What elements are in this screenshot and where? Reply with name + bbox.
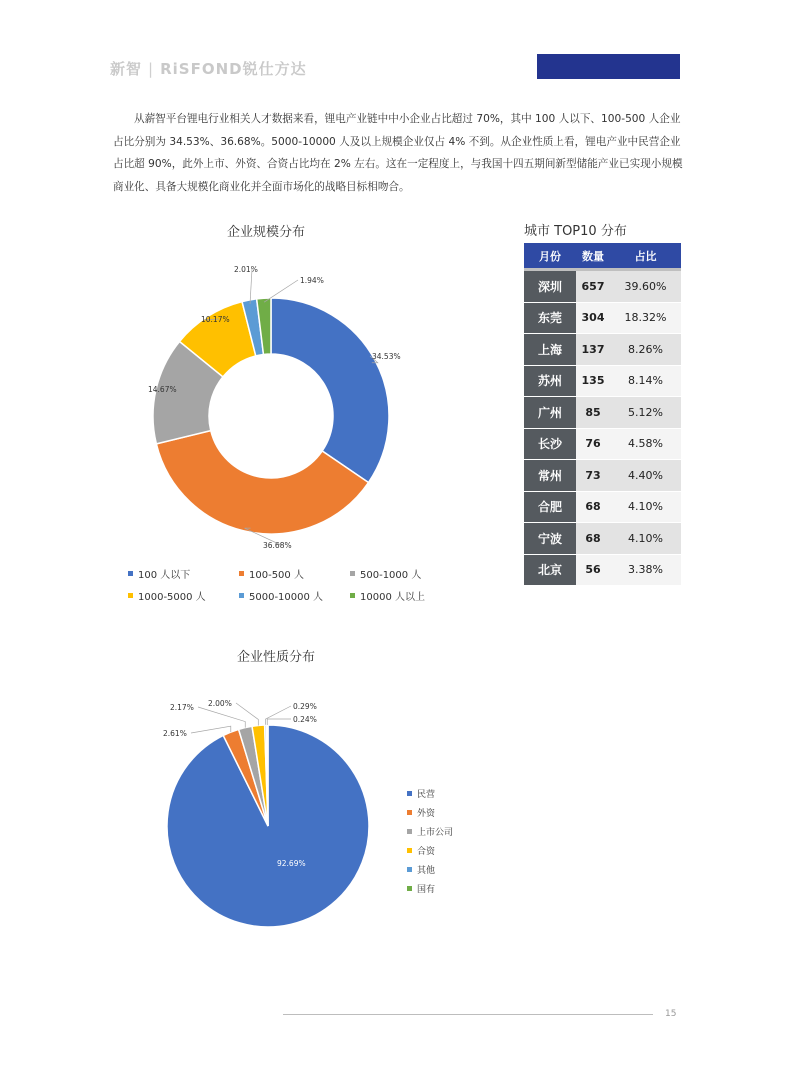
data-label: 10.17% [201, 315, 230, 324]
column-header: 月份 [524, 243, 576, 270]
legend-swatch [239, 593, 244, 598]
legend-item [128, 588, 206, 603]
table-row [524, 523, 681, 555]
legend-item [239, 588, 323, 603]
logo-xinzhi: 新智 [110, 60, 143, 78]
table-row [524, 397, 681, 429]
leader-line [198, 707, 245, 728]
legend-label: 其他 [417, 866, 436, 876]
count-cell: 68 [576, 491, 610, 523]
count-cell: 76 [576, 428, 610, 460]
legend-item [407, 822, 453, 841]
city-cell: 苏州 [524, 365, 576, 397]
header-color-bar [537, 54, 680, 79]
table-row [524, 302, 681, 334]
count-cell: 135 [576, 365, 610, 397]
legend-label: 100 人以下 [138, 570, 191, 581]
count-cell: 68 [576, 523, 610, 555]
legend-swatch [350, 593, 355, 598]
chart-title-city-top10: 城市 TOP10 分布 [524, 224, 627, 239]
legend-label: 5000-10000 人 [249, 592, 324, 603]
chart-title-company-type: 企业性质分布 [236, 650, 315, 665]
legend-label: 10000 人以上 [360, 592, 425, 603]
legend-item [407, 784, 453, 803]
count-cell: 304 [576, 302, 610, 334]
share-cell: 4.10% [610, 523, 681, 555]
legend-swatch [407, 829, 412, 834]
city-cell: 长沙 [524, 428, 576, 460]
legend-swatch [128, 593, 133, 598]
column-header: 占比 [610, 243, 681, 270]
logo-separator: | [148, 60, 155, 78]
donut-slice [271, 298, 389, 483]
city-cell: 北京 [524, 554, 576, 586]
table-row [524, 460, 681, 492]
legend-swatch [407, 886, 412, 891]
share-cell: 8.26% [610, 334, 681, 366]
share-cell: 4.58% [610, 428, 681, 460]
share-cell: 5.12% [610, 397, 681, 429]
city-cell: 常州 [524, 460, 576, 492]
city-cell: 深圳 [524, 270, 576, 303]
table-row [524, 491, 681, 523]
legend-item [407, 860, 453, 879]
table-row [524, 554, 681, 586]
company-type-legend [407, 784, 453, 898]
city-cell: 上海 [524, 334, 576, 366]
legend-label: 500-1000 人 [360, 570, 422, 581]
count-cell: 56 [576, 554, 610, 586]
legend-item [407, 841, 453, 860]
share-cell: 18.32% [610, 302, 681, 334]
legend-swatch [128, 571, 133, 576]
column-header: 数量 [576, 243, 610, 270]
data-label: 2.01% [234, 265, 258, 274]
legend-label: 合资 [417, 847, 436, 857]
count-cell: 85 [576, 397, 610, 429]
legend-label: 国有 [417, 885, 436, 895]
data-label: 0.29% [293, 702, 317, 711]
data-label: 34.53% [372, 352, 401, 361]
company-type-pie-chart [150, 690, 390, 940]
data-label: 0.24% [293, 715, 317, 724]
table-row [524, 270, 681, 303]
leader-line [267, 719, 291, 725]
legend-swatch [407, 810, 412, 815]
legend-item [407, 803, 453, 822]
data-label: 2.17% [170, 703, 194, 712]
legend-swatch [407, 867, 412, 872]
chart-title-company-size: 企业规模分布 [226, 225, 305, 240]
city-cell: 合肥 [524, 491, 576, 523]
leader-line [191, 726, 231, 733]
count-cell: 73 [576, 460, 610, 492]
legend-item [407, 879, 453, 898]
city-top10-table [524, 243, 681, 586]
legend-swatch [239, 571, 244, 576]
leader-line [236, 703, 258, 725]
legend-label: 上市公司 [417, 828, 454, 838]
table-header-row [524, 243, 681, 270]
brand-logo [110, 58, 307, 79]
share-cell: 3.38% [610, 554, 681, 586]
count-cell: 137 [576, 334, 610, 366]
body-paragraph: 从薪智平台锂电行业相关人才数据来看，锂电产业链中中小企业占比超过 70%，其中 100 人以下、100-500 人企业占比分别为 34.53%、36.68%。5000-10000 人及以上规模企业仅占 4% 不到。从企业性质上看，锂电产业中民营企业占比超 90%，此外上市、外资、合资占比均在 2% 左右。这在一定程度上，与我国十四五期间新型储能产业已实现小规模商业化、具备大规模化商业化并全面市场化的战略目标相吻合。 [113, 113, 683, 193]
legend-label: 1000-5000 人 [138, 592, 206, 603]
city-cell: 东莞 [524, 302, 576, 334]
data-label: 2.00% [208, 699, 232, 708]
page-number: 15 [665, 1009, 677, 1019]
legend-item [239, 566, 304, 581]
legend-item [350, 566, 421, 581]
logo-risfond: RiSFOND锐仕方达 [160, 60, 307, 78]
count-cell: 657 [576, 270, 610, 303]
data-label: 92.69% [277, 859, 306, 868]
data-label: 14.67% [148, 385, 177, 394]
legend-label: 100-500 人 [249, 570, 304, 581]
share-cell: 8.14% [610, 365, 681, 397]
share-cell: 4.40% [610, 460, 681, 492]
data-label: 2.61% [163, 729, 187, 738]
table-row [524, 334, 681, 366]
footer-divider [283, 1014, 653, 1015]
legend-label: 外资 [417, 809, 436, 819]
legend-swatch [407, 791, 412, 796]
share-cell: 39.60% [610, 270, 681, 303]
leader-line [250, 269, 252, 304]
table-row [524, 428, 681, 460]
city-cell: 宁波 [524, 523, 576, 555]
data-label: 1.94% [300, 276, 324, 285]
company-size-donut-chart [120, 255, 420, 560]
city-cell: 广州 [524, 397, 576, 429]
legend-item [128, 566, 190, 581]
legend-item [350, 588, 425, 603]
legend-swatch [350, 571, 355, 576]
leader-line [266, 706, 291, 725]
legend-swatch [407, 848, 412, 853]
data-label: 36.68% [263, 541, 292, 550]
legend-label: 民营 [417, 790, 436, 800]
share-cell: 4.10% [610, 491, 681, 523]
table-row [524, 365, 681, 397]
